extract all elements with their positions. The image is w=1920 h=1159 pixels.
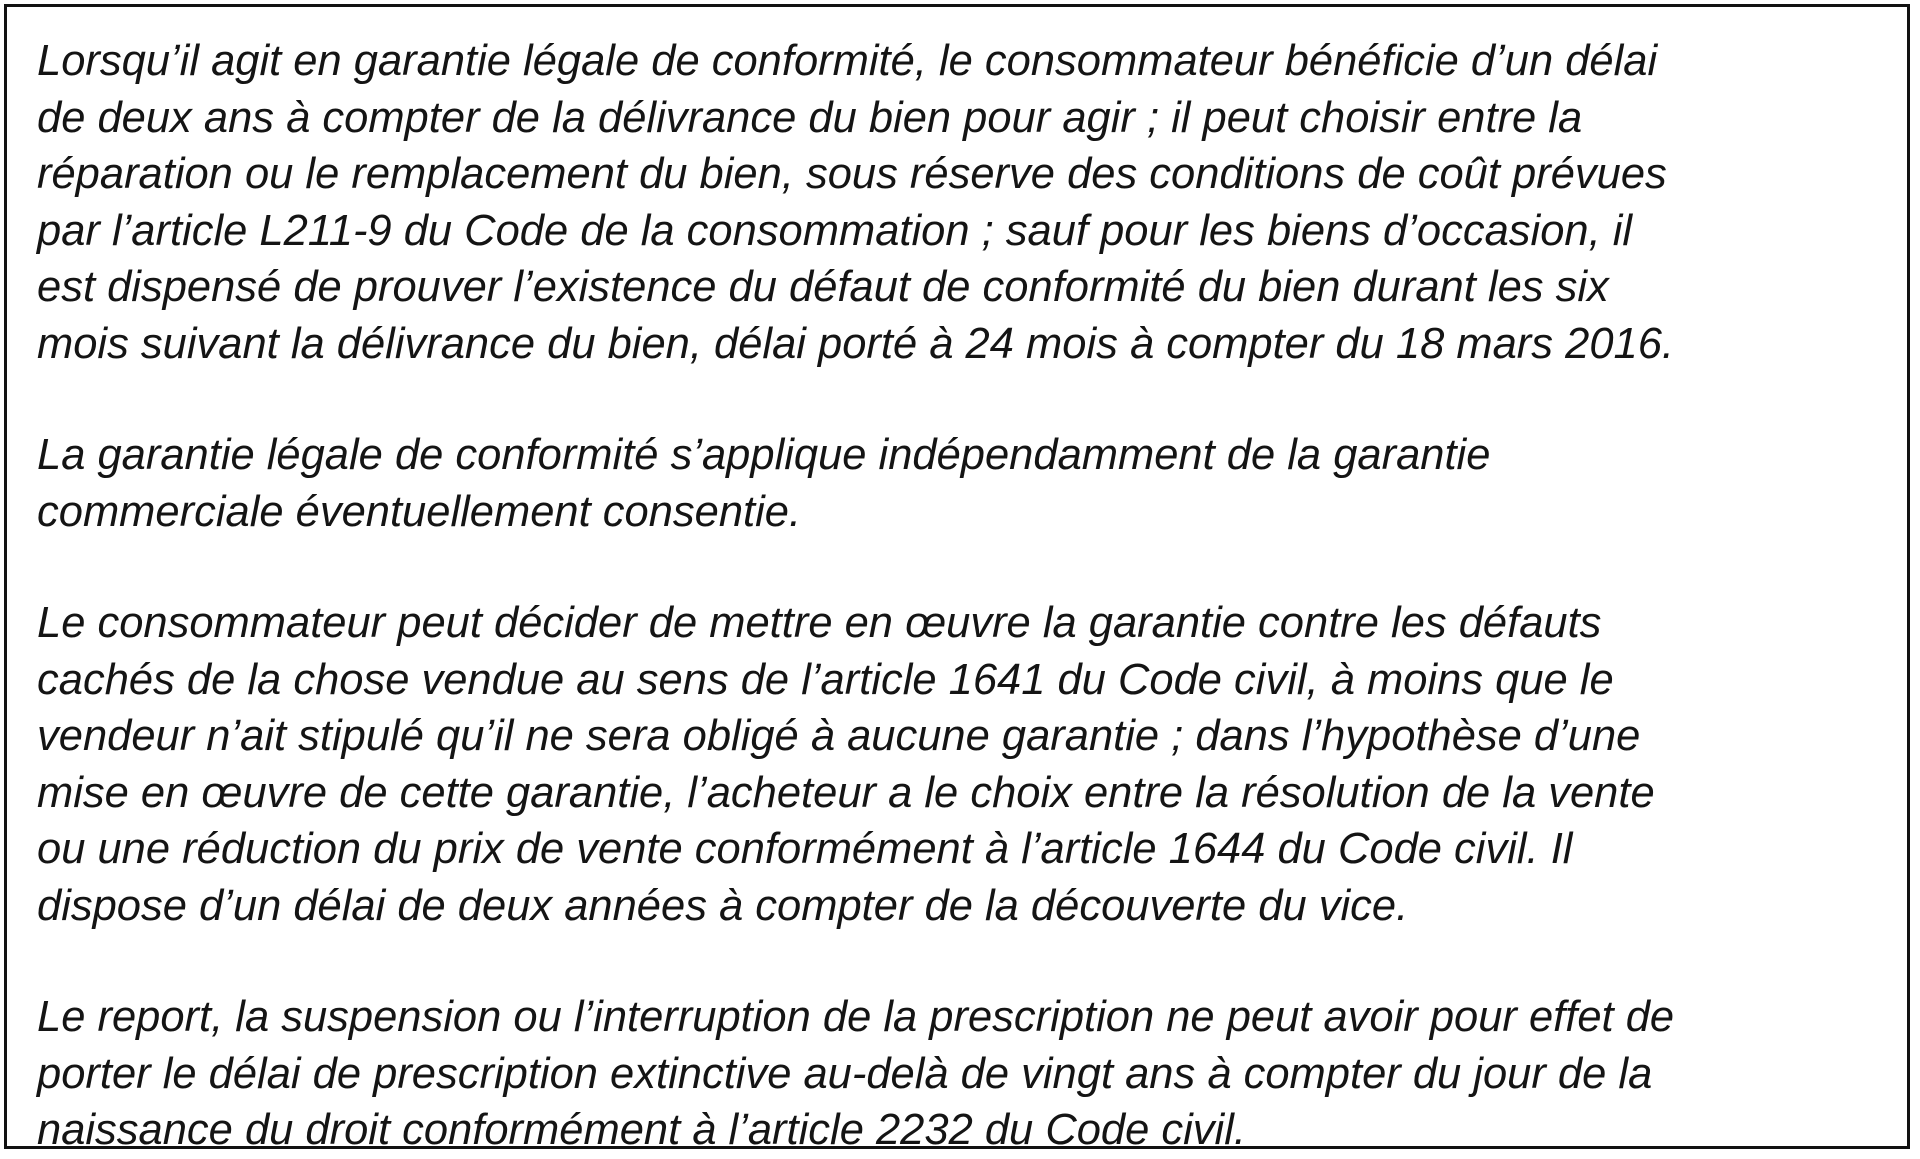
- text-line: de deux ans à compter de la délivrance du bien pour agir ; il peut choisir entre la: [37, 93, 1583, 142]
- paragraph-prescription: [37, 989, 1897, 1159]
- text-line: mois suivant la délivrance du bien, délai porté à 24 mois à compter du 18 mars 2016.: [37, 319, 1674, 368]
- text-line: commerciale éventuellement consentie.: [37, 487, 802, 536]
- text-line: dispose d’un délai de deux années à compter de la découverte du vice.: [37, 881, 1409, 930]
- text-line: mise en œuvre de cette garantie, l’acheteur a le choix entre la résolution de la vente: [37, 768, 1655, 817]
- paragraph-conformity-guarantee: [37, 33, 1897, 372]
- legal-notice-text: [37, 33, 1897, 1159]
- legal-notice-box: [4, 4, 1910, 1154]
- text-line: La garantie légale de conformité s’applique indépendamment de la garantie: [37, 431, 1491, 479]
- text-line: ou une réduction du prix de vente conformément à l’article 1644 du Code civil. Il: [37, 825, 1573, 873]
- text-line: est dispensé de prouver l’existence du défaut de conformité du bien durant les six: [37, 263, 1609, 311]
- text-line: par l’article L211-9 du Code de la consommation ; sauf pour les biens d’occasion, il: [37, 206, 1633, 255]
- text-line: porter le délai de prescription extinctive au-delà de vingt ans à compter du jour de la: [37, 1049, 1653, 1098]
- text-line: Lorsqu’il agit en garantie légale de conformité, le consommateur bénéficie d’un délai: [37, 37, 1658, 85]
- text-line: Le consommateur peut décider de mettre en œuvre la garantie contre les défauts: [37, 599, 1602, 647]
- text-line: vendeur n’ait stipulé qu’il ne sera obligé à aucune garantie ; dans l’hypothèse d’une: [37, 712, 1641, 760]
- paragraph-commercial-guarantee: [37, 427, 1897, 540]
- text-line: réparation ou le remplacement du bien, sous réserve des conditions de coût prévues: [37, 150, 1667, 198]
- text-line: Le report, la suspension ou l’interruption de la prescription ne peut avoir pour effet de: [37, 993, 1675, 1041]
- text-line: naissance du droit conformément à l’article 2232 du Code civil.: [37, 1106, 1246, 1154]
- text-line: cachés de la chose vendue au sens de l’article 1641 du Code civil, à moins que le: [37, 655, 1614, 704]
- paragraph-hidden-defects: [37, 595, 1897, 934]
